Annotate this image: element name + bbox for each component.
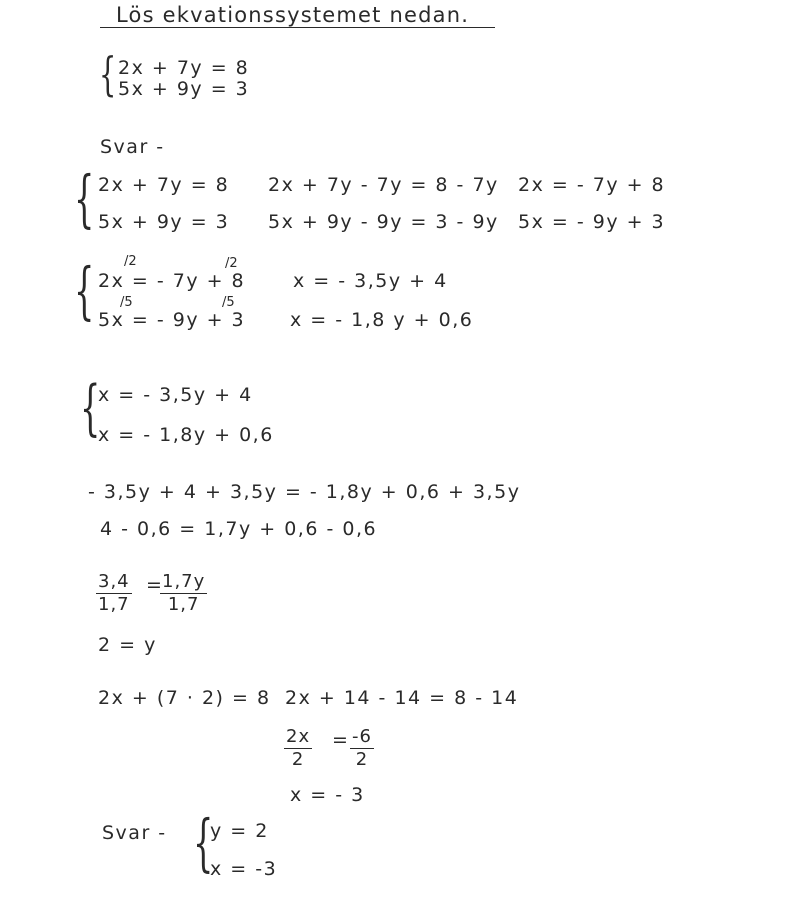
- block3-eq2: x = - 1,8y + 0,6: [98, 424, 274, 446]
- block2-result-2: x = - 1,8 y + 0,6: [290, 309, 474, 331]
- block3-brace: {: [80, 374, 101, 443]
- fraction-right-denominator: 1,7: [167, 594, 200, 615]
- x-result: x = - 3: [290, 784, 365, 806]
- final-brace: {: [193, 808, 214, 880]
- block2-divisor-1b: /2: [225, 256, 238, 271]
- block2-divisor-1a: /2: [124, 254, 137, 269]
- substitution-1: 2x + (7 · 2) = 8: [98, 687, 271, 709]
- fraction-right-numerator: 1,7y: [162, 571, 206, 592]
- fraction2-right-numerator: -6: [352, 726, 372, 747]
- combined-equation: - 3,5y + 4 + 3,5y = - 1,8y + 0,6 + 3,5y: [88, 481, 521, 503]
- block2-divisor-2a: /5: [120, 295, 133, 310]
- block2-eq2: 5x = - 9y + 3: [98, 309, 246, 331]
- y-result: 2 = y: [98, 634, 157, 656]
- block2-result-1: x = - 3,5y + 4: [293, 270, 448, 292]
- fraction2-right-denominator: 2: [355, 749, 369, 770]
- final-answer-label: Svar -: [102, 822, 167, 844]
- block2-eq1: 2x = - 7y + 8: [98, 270, 246, 292]
- fraction2-left: [284, 726, 312, 770]
- fraction-right: [160, 571, 207, 615]
- substitution-2: 2x + 14 - 14 = 8 - 14: [285, 687, 519, 709]
- given-eq-2: 5x + 9y = 3: [118, 78, 250, 100]
- block1-col3-eq2: 5x = - 9y + 3: [518, 211, 666, 233]
- block2-divisor-2b: /5: [222, 295, 235, 310]
- block1-col1-eq1: 2x + 7y = 8: [98, 174, 230, 196]
- block1-col2-eq2: 5x + 9y - 9y = 3 - 9y: [268, 211, 499, 233]
- fraction2-left-numerator: 2x: [286, 726, 311, 747]
- fraction-left-numerator: 3,4: [98, 571, 130, 592]
- fraction2-right: [350, 726, 374, 770]
- block1-col2-eq1: 2x + 7y - 7y = 8 - 7y: [268, 174, 499, 196]
- block1-col1-eq2: 5x + 9y = 3: [98, 211, 230, 233]
- fraction-left-denominator: 1,7: [98, 594, 130, 615]
- block1-col3-eq1: 2x = - 7y + 8: [518, 174, 666, 196]
- page-title: Lös ekvationssystemet nedan.: [116, 3, 470, 27]
- block3-eq1: x = - 3,5y + 4: [98, 384, 253, 406]
- fraction2-left-denominator: 2: [291, 749, 305, 770]
- fraction-left: [96, 571, 132, 615]
- answer-label: Svar -: [100, 136, 165, 158]
- block2-brace: {: [74, 256, 95, 328]
- fraction-equals: =: [146, 574, 164, 596]
- block1-brace: {: [74, 164, 95, 236]
- given-eq-1: 2x + 7y = 8: [118, 57, 250, 79]
- final-y: y = 2: [210, 820, 269, 842]
- simplified-equation: 4 - 0,6 = 1,7y + 0,6 - 0,6: [100, 518, 378, 540]
- fraction2-equals: =: [332, 729, 350, 751]
- title-underline: [100, 27, 495, 28]
- system-brace: {: [99, 48, 117, 102]
- final-x: x = -3: [210, 858, 278, 880]
